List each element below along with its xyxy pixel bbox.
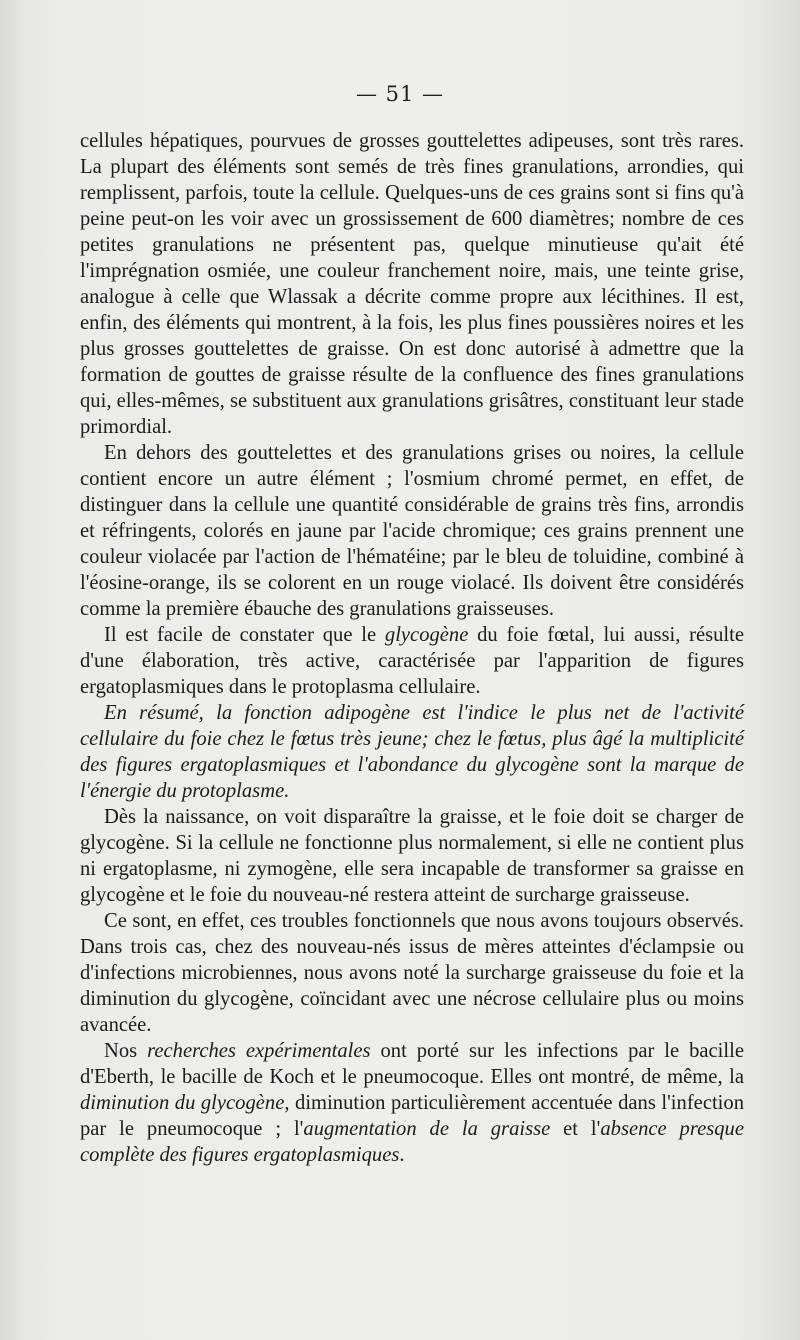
- text-run: Ce sont, en effet, ces troubles fonctionnels que nous avons toujours observés. Dans trois cas, chez des nouveau-nés issus de mères atteintes d'éclampsie ou d'infections microbiennes, nous avons noté la surcharge graisseuse du foie et la diminution du glycogène, coïncidant avec une nécrose cellulaire plus ou moins avancée.: [80, 910, 744, 1036]
- text-run: du foie fœtal, lui aussi, résulte d'une élaboration, très active, caractérisée par l'apparition de figures ergatoplasmiques dans le protoplasma cellulaire.: [80, 624, 744, 698]
- paragraph: [80, 128, 744, 440]
- text-run: cellules hépatiques, pourvues de grosses gouttelettes adipeuses, sont très rares. La plupart des éléments sont semés de très fines granulations, arrondies, qui remplissent, parfois, toute la cellule. Quelques-uns de ces grains sont si fins qu'à peine peut-on les voir avec un grossissement de 600 diamètres; nombre de ces petites granulations ne présentent pas, quelque minutieuse qu'ait été l'imprégnation osmiée, une couleur franchement noire, mais, une teinte grise, analogue à celle que Wlassak a décrite comme propre aux lécithines. Il est, enfin, des éléments qui montrent, à la fois, les plus fines poussières noires et les plus grosses gouttelettes de graisse. On est donc autorisé à admettre que la formation de gouttes de graisse résulte de la confluence des fines granulations qui, elles-mêmes, se substituent aux granulations grisâtres, constituant leur stade primordial.: [80, 130, 744, 438]
- paragraph: [80, 700, 744, 804]
- page-number: — 51 —: [355, 82, 445, 106]
- italic-text: recherches expérimentales: [147, 1040, 371, 1062]
- paragraph: [80, 622, 744, 700]
- paragraph: [80, 908, 744, 1038]
- body-text: [80, 128, 744, 1168]
- italic-text: En résumé, la fonction adipogène est l'indice le plus net de l'activité cellulaire du foie chez le fœtus très jeune; chez le fœtus, plus âgé la multiplicité des figures ergatoplasmiques et l'abondance du glycogène sont la marque de l'énergie du protoplasme.: [80, 702, 744, 802]
- paragraph: [80, 1038, 744, 1168]
- text-run: Nos: [104, 1040, 148, 1062]
- text-run: Dès la naissance, on voit disparaître la graisse, et le foie doit se charger de glycogène. Si la cellule ne fonctionne plus normalement, si elle ne contient plus ni ergatoplasme, ni zymogène, elle sera incapable de transformer sa graisse en glycogène et le foie du nouveau-né restera atteint de surcharge graisseuse.: [80, 806, 744, 906]
- italic-text: glycogène: [384, 624, 469, 646]
- text-run: , diminution particulièrement accentuée dans l'infection par le pneumocoque ; l': [80, 1092, 744, 1140]
- italic-text: diminution du glycogène: [80, 1092, 285, 1114]
- italic-text: absence presque complète des figures ergatoplasmiques: [80, 1118, 744, 1166]
- text-run: Il est facile de constater que le: [104, 624, 385, 646]
- text-run: ont porté sur les infections par le bacille d'Eberth, le bacille de Koch et le pneumocoque. Elles ont montré, de même, la: [80, 1040, 744, 1088]
- italic-text: augmentation de la graisse: [303, 1118, 551, 1140]
- text-run: et l': [550, 1118, 601, 1140]
- paragraph: [80, 804, 744, 908]
- text-run: En dehors des gouttelettes et des granulations grises ou noires, la cellule contient encore un autre élément ; l'osmium chromé permet, en effet, de distinguer dans la cellule une quantité considérable de grains très fins, arrondis et réfringents, colorés en jaune par l'acide chromique; ces grains prennent une couleur violacée par l'action de l'hématéine; par le bleu de toluidine, combiné à l'éosine-orange, ils se colorent en un rouge violacé. Ils doivent être considérés comme la première ébauche des granulations graisseuses.: [80, 442, 744, 620]
- text-run: .: [399, 1144, 405, 1166]
- paragraph: [80, 440, 744, 622]
